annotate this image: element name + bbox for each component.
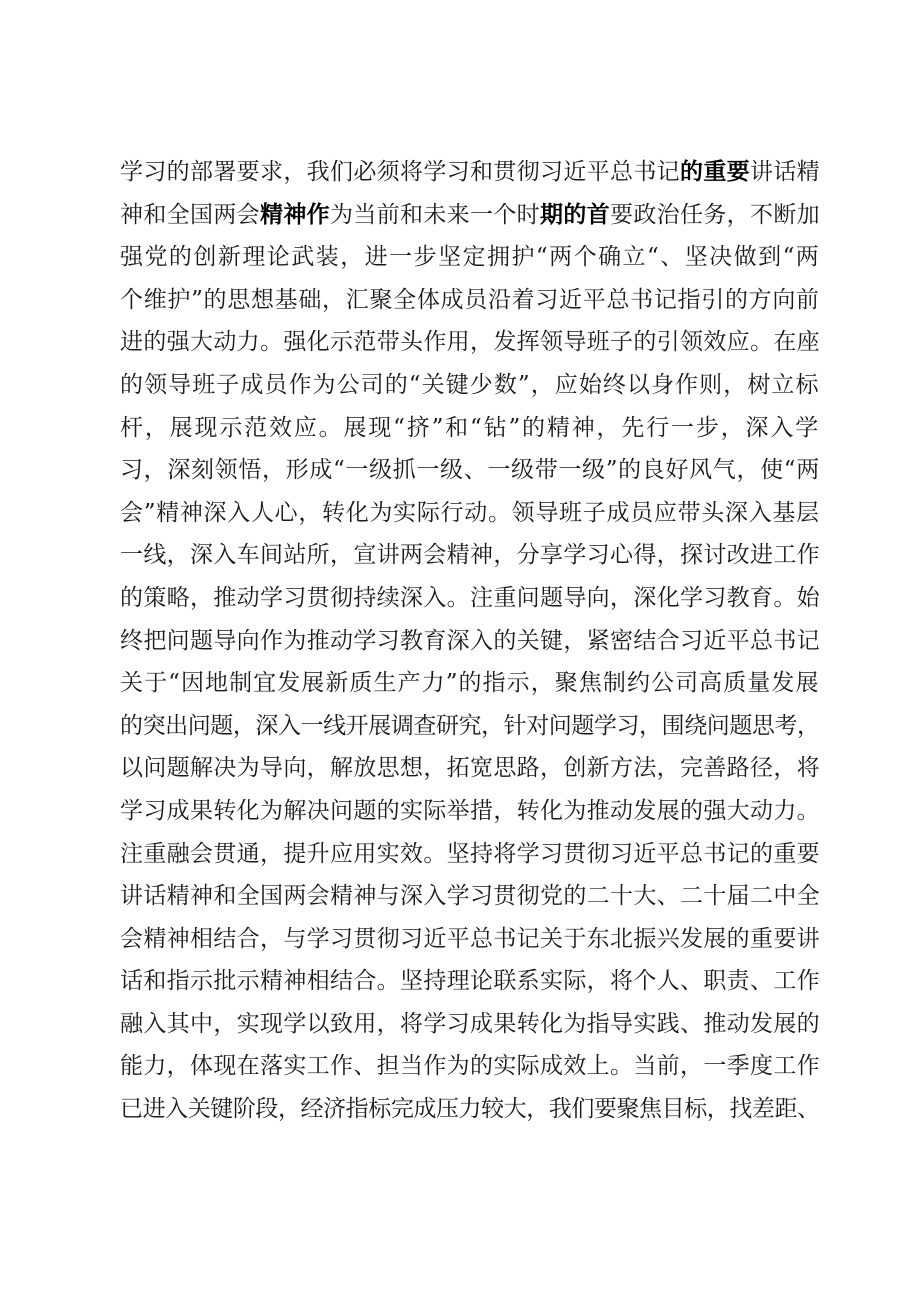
text-line bbox=[120, 918, 820, 961]
bold-text-segment: 精神作 bbox=[260, 201, 330, 228]
text-segment: 以问题解决为导向，解放思想，拓宽思路，创新方法，完善路径，将 bbox=[120, 755, 820, 782]
text-segment: 注重融会贯通，提升应用实效。坚持将学习贯彻习近平总书记的重要 bbox=[120, 840, 820, 867]
text-line bbox=[120, 1003, 820, 1046]
text-segment: 能力，体现在落实工作、担当作为的实际成效上。当前，一季度工作 bbox=[120, 1053, 820, 1080]
text-line bbox=[120, 534, 820, 577]
text-segment: 的策略，推动学习贯彻持续深入。注重问题导向，深化学习教育。始 bbox=[120, 584, 820, 611]
text-segment: 个维护”的思想基础，汇聚全体成员沿着习近平总书记指引的方向前 bbox=[120, 286, 820, 313]
text-segment: 神和全国两会 bbox=[120, 201, 260, 228]
text-line bbox=[120, 492, 820, 535]
text-line bbox=[120, 321, 820, 364]
bold-text-segment: 的重要 bbox=[680, 159, 750, 185]
text-segment: 终把问题导向作为推动学习教育深入的关键，紧密结合习近平总书记 bbox=[120, 627, 820, 654]
text-line bbox=[120, 1088, 820, 1131]
text-line bbox=[120, 1045, 820, 1088]
text-segment: 关于“因地制宜发展新质生产力”的指示，聚焦制约公司高质量发展 bbox=[120, 670, 820, 697]
text-line bbox=[120, 705, 820, 748]
text-segment: 进的强大动力。强化示范带头作用，发挥领导班子的引领效应。在座 bbox=[120, 329, 820, 356]
text-segment: 学习成果转化为解决问题的实际举措，转化为推动发展的强大动力。 bbox=[120, 797, 820, 824]
text-line bbox=[120, 236, 820, 279]
text-segment: 讲话精 bbox=[750, 159, 820, 185]
bold-text-segment: 期的首 bbox=[540, 201, 610, 228]
text-segment: 讲话精神和全国两会精神与深入学习贯彻党的二十大、二十届二中全 bbox=[120, 883, 820, 910]
text-segment: 要政治任务，不断加 bbox=[610, 201, 820, 228]
text-line bbox=[120, 449, 820, 492]
text-line bbox=[120, 790, 820, 833]
text-line bbox=[120, 577, 820, 620]
text-segment: 强党的创新理论武装，进一步坚定拥护“两个确立“、坚决做到“两 bbox=[120, 244, 821, 271]
text-segment: 学习的部署要求，我们必须将学习和贯彻习近平总书记 bbox=[120, 159, 680, 185]
text-segment: 已进入关键阶段，经济指标完成压力较大，我们要聚焦目标，找差距、 bbox=[120, 1096, 820, 1123]
text-line bbox=[120, 620, 820, 663]
text-segment: 的领导班子成员作为公司的“关键少数”，应始终以身作则，树立标 bbox=[120, 371, 820, 398]
text-segment: 为当前和未来一个时 bbox=[330, 201, 540, 228]
text-segment: 融入其中，实现学以致用，将学习成果转化为指导实践、推动发展的 bbox=[120, 1010, 820, 1037]
text-line bbox=[120, 407, 820, 450]
text-segment: 会”精神深入人心，转化为实际行动。领导班子成员应带头深入基层 bbox=[120, 499, 820, 526]
text-segment: 会精神相结合，与学习贯彻习近平总书记关于东北振兴发展的重要讲 bbox=[120, 925, 820, 952]
body-paragraph bbox=[120, 151, 820, 1131]
text-line bbox=[120, 662, 820, 705]
text-segment: 习，深刻领悟，形成“一级抓一级、一级带一级”的良好风气，使“两 bbox=[120, 457, 820, 484]
text-line bbox=[120, 279, 820, 322]
text-segment: 一线，深入车间站所，宣讲两会精神，分享学习心得，探讨改进工作 bbox=[120, 542, 820, 569]
text-segment: 杆，展现示范效应。展现“挤”和“钻”的精神，先行一步，深入学 bbox=[120, 414, 821, 441]
text-segment: 话和指示批示精神相结合。坚持理论联系实际，将个人、职责、工作 bbox=[120, 968, 820, 995]
text-line bbox=[120, 194, 820, 237]
text-line bbox=[120, 833, 820, 876]
text-line bbox=[120, 151, 820, 194]
text-segment: 的突出问题，深入一线开展调查研究，针对问题学习，围绕问题思考， bbox=[120, 712, 820, 739]
text-line bbox=[120, 960, 820, 1003]
text-line bbox=[120, 875, 820, 918]
text-line bbox=[120, 747, 820, 790]
text-line bbox=[120, 364, 820, 407]
